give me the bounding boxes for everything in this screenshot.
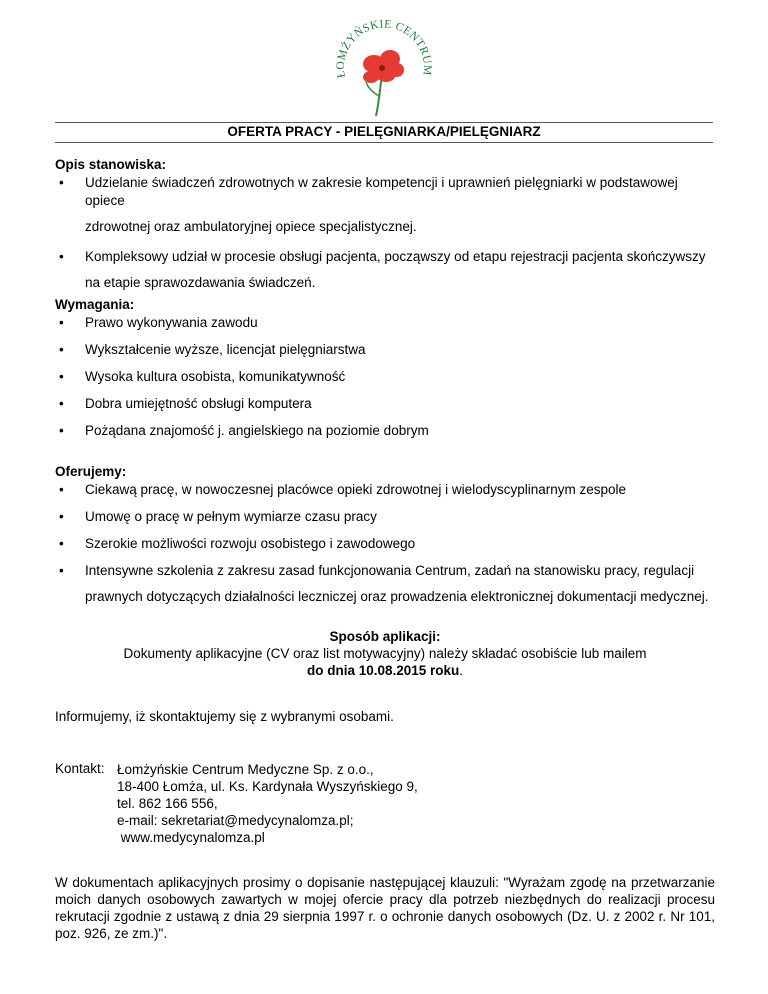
list-item: • Szerokie możliwości rozwoju osobistego i zawodowego [59,536,416,551]
section-kontakt [55,761,715,851]
list-item: • Ciekawą pracę, w nowoczesnej placówce opieki zdrowotnej i wielodyscyplinarnym zespole [59,482,627,497]
oferujemy-heading: Oferujemy: [55,464,127,479]
wymagania-heading: Wymagania: [55,297,135,312]
opis-heading: Opis stanowiska: [55,157,167,172]
section-wymagania [55,296,715,440]
list-item: • Prawo wykonywania zawodu [59,315,258,330]
title-rule-bottom [55,142,713,143]
bullet-icon: • [59,563,64,578]
bullet-icon: • [59,369,64,384]
list-item: • Kompleksowy udział w procesie obsługi pacjenta, począwszy od etapu rejestracji pacjenta skończywszy na etapie sprawozdawania świadczeń. [59,249,706,290]
info-text: Informujemy, iż skontaktujemy się z wybranymi osobami. [55,709,394,724]
list-item: • Wysoka kultura osobista, komunikatywność [59,369,346,384]
aplikacja-text: Dokumenty aplikacyjne (CV oraz list motywacyjny) należy składać osobiście lub mailem [123,646,647,661]
kontakt-website[interactable]: www.medycynalomza.pl [117,830,265,845]
list-item: • Udzielanie świadczeń zdrowotnych w zakresie kompetencji i uprawnień pielęgniarki w podstawowej opiece zdrowotnej oraz ambulatoryjnej opiece specjalistycznej. [59,175,678,234]
kontakt-phone: tel. 862 166 556, [117,796,218,811]
bullet-icon: • [59,396,64,411]
section-aplikacja [55,628,715,679]
aplikacja-deadline-line: do dnia 10.08.2015 roku. [306,663,464,678]
bullet-icon: • [59,342,64,357]
bullet-icon: • [59,315,64,330]
bullet-icon: • [59,536,64,551]
kontakt-company: Łomżyńskie Centrum Medyczne Sp. z o.o., [117,762,374,777]
list-item: • Intensywne szkolenia z zakresu zasad funkcjonowania Centrum, zadań na stanowisku pracy, regulacji prawnych dotyczących działalności leczniczej oraz prowadzenia elektronicznej dokumentacji medycznej. [59,563,709,604]
bullet-icon: • [59,175,64,190]
bullet-icon: • [59,249,64,264]
klauzula-text: W dokumentach aplikacyjnych prosimy o dopisanie następującej klauzuli: "Wyrażam zgodę na przetwarzanie moich danych osobowych zawartych w mojej ofercie pracy dla potrzeb niezbędnych do realizacji procesu rekrutacji zgodnie z ustawą z dnia 29 sierpnia 1997 r. o ochronie danych osobowych (Dz. U. z 2002 r. Nr 101, poz. 926, ze zm.)". [55,875,715,941]
list-item: • Dobra umiejętność obsługi komputera [59,396,312,411]
kontakt-email[interactable]: e-mail: sekretariat@medycynalomza.pl; [117,813,354,828]
bullet-icon: • [59,423,64,438]
aplikacja-deadline: do dnia 10.08.2015 roku [306,663,460,678]
flower-icon [363,50,404,116]
list-item: • Wykształcenie wyższe, licencjat pielęgniarstwa [59,342,366,357]
section-opis [55,156,715,292]
list-item: • Umowę o pracę w pełnym wymiarze czasu pracy [59,509,377,524]
title-rule-top [55,122,713,123]
logo [324,14,444,118]
bullet-icon: • [59,509,64,524]
list-item: • Pożądana znajomość j. angielskiego na poziomie dobrym [59,423,429,438]
kontakt-lines [117,761,418,846]
kontakt-label: Kontakt: [55,761,105,776]
section-oferujemy [55,463,715,606]
kontakt-address: 18-400 Łomża, ul. Ks. Kardynała Wyszyńskiego 9, [117,779,418,794]
aplikacja-heading: Sposób aplikacji: [329,629,441,644]
bullet-icon: • [59,482,64,497]
logo-text: ŁOMŻYŃSKIE CENTRUM [334,18,434,79]
page-title: OFERTA PRACY - PIELĘGNIARKA/PIELĘGNIARZ [227,124,541,139]
